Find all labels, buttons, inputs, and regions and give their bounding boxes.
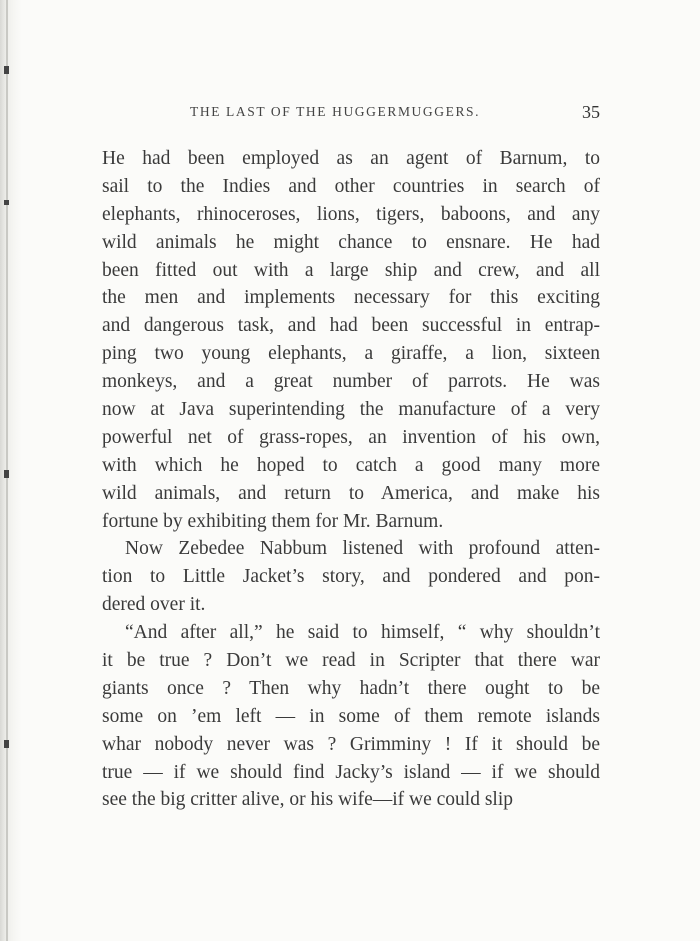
text-line: tion to Little Jacket’s story, and pondered and pon- <box>102 566 600 588</box>
paragraph <box>102 535 600 619</box>
text-line: Now Zebedee Nabbum listened with profound atten- <box>125 538 600 560</box>
text-line: it be true ? Don’t we read in Scripter that there war <box>102 650 600 672</box>
text-line: dered over it. <box>102 594 206 616</box>
text-line: wild animals, and return to America, and make his <box>102 482 600 504</box>
text-line: been fitted out with a large ship and crew, and all <box>102 259 600 281</box>
text-line: sail to the Indies and other countries in search of <box>102 175 600 197</box>
text-line: fortune by exhibiting them for Mr. Barnum. <box>102 510 444 532</box>
text-line: wild animals he might chance to ensnare. He had <box>102 231 600 253</box>
text-line: see the big critter alive, or his wife—if we could slip <box>102 789 514 811</box>
scan-mark <box>4 200 9 205</box>
scan-mark <box>4 66 9 74</box>
text-line: the men and implements necessary for this exciting <box>102 287 600 309</box>
text-line: ping two young elephants, a giraffe, a lion, sixteen <box>102 343 600 365</box>
text-line: giants once ? Then why hadn’t there ought to be <box>102 677 600 699</box>
paragraph <box>102 145 600 535</box>
text-line: “And after all,” he said to himself, “ why shouldn’t <box>125 622 600 644</box>
text-line: powerful net of grass-ropes, an invention of his own, <box>102 426 600 448</box>
text-line: true — if we should find Jacky’s island — if we should <box>102 761 600 783</box>
text-line: monkeys, and a great number of parrots. He was <box>102 371 600 393</box>
page-number: 35 <box>582 102 600 122</box>
scan-mark <box>4 740 9 748</box>
page-header <box>102 102 600 124</box>
text-line: He had been employed as an agent of Barnum, to <box>102 148 600 169</box>
running-title: THE LAST OF THE HUGGERMUGGERS. <box>190 104 481 119</box>
page-body <box>102 145 600 814</box>
scan-mark <box>4 470 9 478</box>
text-line: whar nobody never was ? Grimminy ! If it should be <box>102 733 600 755</box>
paragraph <box>102 619 600 814</box>
text-line: now at Java superintending the manufacture of a very <box>102 399 600 421</box>
text-line: with which he hoped to catch a good many more <box>102 454 600 476</box>
text-line: some on ’em left — in some of them remote islands <box>102 705 600 727</box>
text-line: elephants, rhinoceroses, lions, tigers, baboons, and any <box>102 203 600 225</box>
text-line: and dangerous task, and had been successful in entrap- <box>102 315 600 337</box>
